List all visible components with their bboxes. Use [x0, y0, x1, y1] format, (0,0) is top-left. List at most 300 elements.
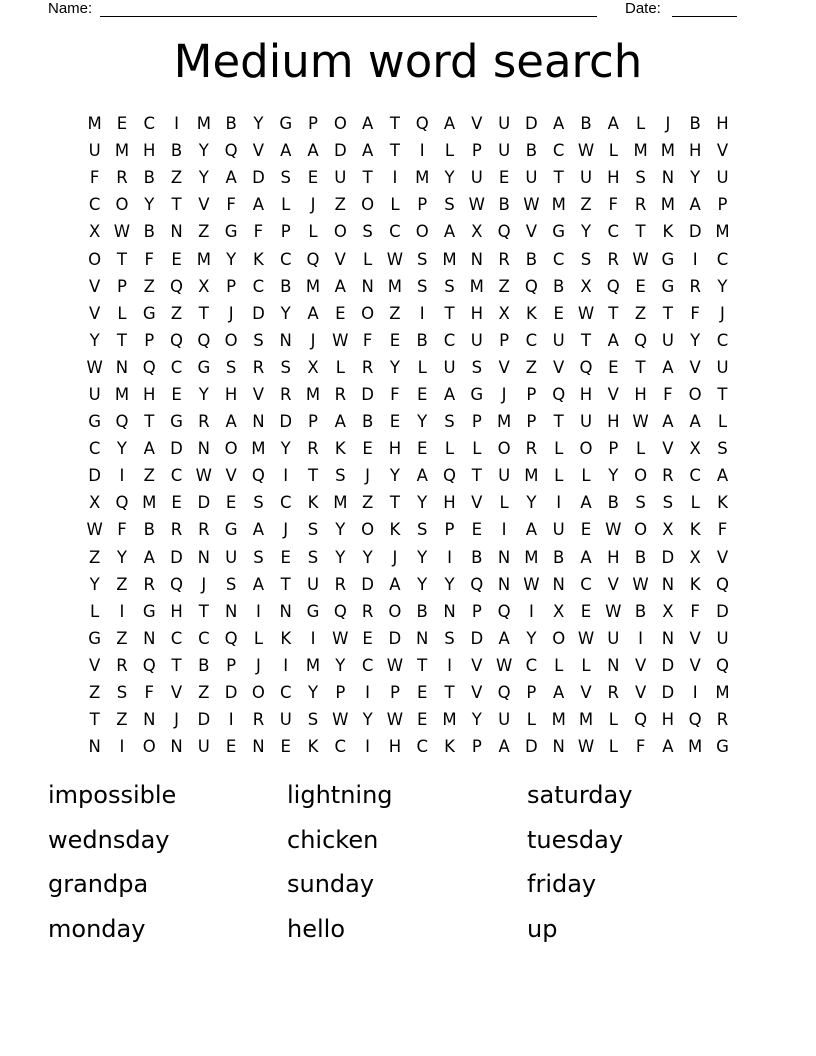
grid-row — [81, 164, 737, 191]
grid-letter: N — [252, 737, 265, 757]
grid-row — [81, 245, 737, 272]
grid-letter: D — [361, 574, 374, 594]
grid-letter: Q — [524, 276, 538, 296]
grid-letter: T — [717, 384, 728, 404]
grid-letter: N — [143, 628, 156, 648]
word-item: wednsday — [48, 825, 170, 854]
grid-letter: N — [607, 655, 620, 675]
grid-letter: Q — [606, 276, 620, 296]
grid-letter: C — [143, 114, 155, 134]
grid-letter: B — [170, 141, 183, 161]
grid-letter: O — [579, 439, 593, 459]
grid-letter: Y — [144, 195, 155, 215]
grid-letter: K — [253, 249, 264, 269]
grid-letter: N — [552, 737, 565, 757]
grid-letter: D — [661, 655, 675, 675]
grid-letter: H — [661, 710, 675, 730]
grid-letter: L — [526, 710, 536, 730]
grid-letter: Q — [142, 357, 156, 377]
word-item: tuesday — [527, 825, 624, 854]
grid-letter: K — [717, 493, 728, 513]
grid-letter: D — [88, 466, 101, 486]
grid-letter: M — [415, 168, 430, 188]
date-label: Date: — [625, 0, 661, 17]
grid-letter: Q — [197, 330, 211, 350]
grid-letter: P — [471, 601, 482, 621]
grid-letter: A — [498, 628, 510, 648]
grid-letter: I — [692, 683, 698, 703]
grid-letter: Z — [634, 303, 647, 323]
grid-letter: V — [471, 493, 483, 513]
grid-letter: O — [115, 195, 129, 215]
grid-letter: W — [332, 710, 349, 730]
grid-letter: Y — [335, 655, 346, 675]
grid-letter: B — [143, 222, 155, 242]
grid-letter: B — [198, 655, 210, 675]
grid-letter: R — [334, 574, 347, 594]
grid-letter: I — [283, 466, 289, 486]
grid-letter: Z — [116, 710, 128, 730]
grid-letter: Q — [552, 384, 566, 404]
grid-letter: J — [501, 384, 507, 404]
grid-letter: Z — [361, 493, 374, 513]
word-list — [48, 773, 768, 951]
grid-letter: S — [307, 520, 319, 540]
grid-letter: V — [689, 357, 701, 377]
grid-letter: G — [224, 222, 238, 242]
grid-letter: P — [526, 384, 537, 404]
grid-letter: Z — [498, 276, 510, 296]
grid-letter: B — [634, 601, 647, 621]
grid-letter: Y — [253, 114, 264, 134]
grid-letter: W — [468, 195, 485, 215]
grid-letter: V — [607, 384, 619, 404]
grid-letter: Z — [143, 466, 155, 486]
grid-letter: T — [89, 710, 100, 730]
grid-letter: Y — [89, 574, 100, 594]
grid-letter: M — [524, 466, 539, 486]
grid-letter: Q — [170, 330, 184, 350]
grid-letter: T — [553, 168, 564, 188]
grid-letter: Y — [116, 547, 127, 567]
grid-letter: O — [634, 520, 648, 540]
grid-letter: T — [444, 303, 455, 323]
grid-letter: D — [525, 114, 538, 134]
grid-letter: E — [362, 628, 373, 648]
grid-letter: L — [472, 439, 482, 459]
word-item: saturday — [527, 781, 633, 810]
grid-letter: A — [553, 114, 565, 134]
grid-letter: V — [89, 303, 101, 323]
grid-letter: U — [197, 737, 210, 757]
grid-letter: A — [662, 737, 674, 757]
grid-letter: L — [608, 710, 618, 730]
grid-letter: V — [170, 683, 183, 703]
grid-letter: E — [416, 683, 428, 703]
grid-letter: Z — [170, 168, 183, 188]
grid-letter: Z — [389, 303, 401, 323]
grid-letter: F — [144, 249, 154, 269]
grid-letter: S — [253, 547, 264, 567]
grid-letter: R — [252, 710, 265, 730]
grid-letter: K — [689, 574, 701, 594]
grid-letter: M — [114, 141, 130, 161]
grid-letter: Y — [89, 330, 100, 350]
grid-row — [81, 489, 737, 516]
grid-letter: H — [607, 547, 620, 567]
grid-letter: V — [89, 276, 101, 296]
grid-letter: W — [332, 628, 349, 648]
grid-row — [81, 598, 737, 625]
grid-letter: C — [689, 466, 701, 486]
grid-letter: Q — [497, 601, 511, 621]
grid-letter: T — [171, 195, 182, 215]
grid-letter: G — [306, 601, 320, 621]
grid-letter: H — [224, 384, 238, 404]
grid-letter: H — [143, 384, 156, 404]
grid-letter: S — [116, 683, 128, 703]
grid-letter: T — [553, 412, 564, 432]
grid-letter: Z — [116, 628, 128, 648]
grid-letter: W — [523, 574, 540, 594]
grid-letter: A — [525, 520, 538, 540]
grid-letter: W — [386, 710, 404, 730]
grid-letter: H — [579, 384, 593, 404]
grid-letter: G — [552, 222, 566, 242]
word-item: lightning — [287, 781, 393, 810]
grid-letter: W — [86, 357, 103, 377]
grid-letter: M — [305, 384, 321, 404]
grid-letter: T — [389, 141, 400, 161]
grid-row — [81, 679, 737, 706]
grid-letter: V — [198, 195, 210, 215]
grid-letter: Q — [170, 574, 184, 594]
grid-letter: V — [498, 357, 510, 377]
grid-letter: M — [333, 493, 348, 513]
grid-letter: A — [334, 412, 346, 432]
grid-letter: Z — [143, 276, 155, 296]
grid-letter: Q — [715, 655, 729, 675]
name-fill-line — [100, 0, 597, 17]
grid-letter: M — [688, 737, 703, 757]
grid-letter: N — [416, 628, 429, 648]
grid-letter: R — [525, 439, 538, 459]
grid-letter: U — [470, 168, 483, 188]
grid-letter: W — [577, 303, 595, 323]
grid-letter: M — [196, 249, 211, 269]
grid-letter: Z — [116, 574, 128, 594]
grid-letter: P — [526, 412, 537, 432]
grid-letter: R — [307, 439, 319, 459]
grid-letter: L — [90, 601, 100, 621]
grid-letter: Y — [526, 628, 537, 648]
grid-letter: B — [553, 276, 565, 296]
grid-letter: L — [554, 439, 564, 459]
grid-letter: V — [553, 357, 565, 377]
grid-letter: M — [551, 195, 566, 215]
grid-letter: D — [661, 683, 675, 703]
grid-letter: S — [444, 195, 455, 215]
grid-letter: Y — [608, 466, 619, 486]
grid-letter: N — [143, 710, 156, 730]
grid-letter: E — [225, 493, 237, 513]
grid-letter: Y — [198, 168, 209, 188]
grid-letter: Z — [198, 222, 210, 242]
grid-row — [81, 327, 737, 354]
grid-letter: Q — [224, 628, 238, 648]
grid-letter: L — [717, 412, 728, 432]
grid-letter: A — [689, 195, 701, 215]
grid-letter: T — [389, 114, 400, 134]
grid-letter: S — [717, 439, 728, 459]
grid-letter: Y — [116, 439, 127, 459]
grid-letter: L — [690, 493, 700, 513]
grid-row — [81, 408, 737, 435]
word-item: monday — [48, 914, 146, 943]
grid-letter: Y — [417, 547, 428, 567]
grid-letter: R — [607, 249, 620, 269]
grid-letter: A — [307, 303, 319, 323]
grid-letter: N — [497, 574, 511, 594]
grid-letter: R — [252, 357, 265, 377]
grid-letter: R — [716, 710, 729, 730]
grid-letter: T — [662, 303, 673, 323]
grid-letter: M — [387, 276, 403, 296]
grid-letter: M — [660, 141, 675, 161]
grid-letter: I — [365, 683, 371, 703]
grid-letter: G — [224, 520, 238, 540]
grid-letter: X — [498, 303, 510, 323]
grid-letter: M — [524, 547, 539, 567]
grid-letter: C — [607, 222, 620, 242]
grid-letter: N — [470, 249, 483, 269]
grid-letter: W — [632, 249, 649, 269]
grid-letter: R — [634, 195, 647, 215]
grid-letter: E — [116, 114, 128, 134]
grid-letter: Q — [224, 141, 238, 161]
grid-row — [81, 137, 737, 164]
grid-letter: V — [471, 683, 483, 703]
grid-letter: S — [471, 357, 483, 377]
grid-letter: M — [551, 710, 566, 730]
grid-letter: S — [635, 493, 646, 513]
grid-letter: T — [635, 357, 646, 377]
grid-letter: W — [632, 412, 649, 432]
grid-letter: Z — [198, 683, 210, 703]
grid-letter: Z — [334, 195, 346, 215]
grid-row — [81, 706, 737, 733]
grid-letter: O — [142, 737, 156, 757]
grid-letter: U — [443, 357, 456, 377]
grid-letter: V — [580, 683, 592, 703]
grid-letter: C — [252, 276, 265, 296]
grid-letter: E — [498, 168, 510, 188]
grid-letter: Y — [362, 710, 373, 730]
grid-letter: Q — [115, 493, 129, 513]
grid-letter: I — [228, 710, 234, 730]
grid-letter: U — [279, 710, 292, 730]
grid-letter: K — [307, 737, 319, 757]
grid-letter: K — [307, 493, 319, 513]
grid-letter: N — [552, 574, 565, 594]
grid-letter: L — [117, 303, 127, 323]
grid-letter: L — [417, 357, 427, 377]
grid-letter: P — [280, 222, 291, 242]
grid-letter: C — [88, 439, 101, 459]
grid-letter: A — [307, 141, 319, 161]
grid-letter: S — [444, 276, 455, 296]
grid-letter: L — [281, 195, 291, 215]
grid-letter: N — [197, 547, 210, 567]
grid-letter: O — [361, 303, 375, 323]
grid-letter: P — [144, 330, 155, 350]
grid-letter: A — [280, 141, 292, 161]
grid-letter: K — [389, 520, 401, 540]
grid-letter: Q — [497, 222, 511, 242]
word-item: friday — [527, 870, 597, 899]
grid-letter: U — [552, 330, 565, 350]
grid-letter: Y — [389, 357, 400, 377]
grid-letter: H — [170, 601, 183, 621]
grid-letter: P — [308, 412, 318, 432]
grid-letter: V — [225, 466, 237, 486]
grid-letter: W — [332, 330, 349, 350]
grid-letter: W — [632, 574, 649, 594]
grid-letter: M — [87, 114, 102, 134]
grid-letter: O — [634, 466, 648, 486]
grid-letter: J — [228, 303, 234, 323]
grid-letter: P — [608, 439, 619, 459]
grid-letter: L — [390, 195, 400, 215]
grid-letter: X — [662, 520, 674, 540]
grid-letter: F — [690, 601, 700, 621]
grid-letter: I — [119, 601, 125, 621]
grid-letter: D — [224, 683, 238, 703]
grid-letter: O — [224, 330, 238, 350]
grid-letter: J — [310, 330, 316, 350]
grid-letter: V — [334, 249, 346, 269]
grid-letter: C — [88, 195, 101, 215]
grid-letter: Y — [417, 574, 428, 594]
grid-letter: A — [553, 683, 565, 703]
grid-letter: G — [142, 303, 156, 323]
grid-letter: I — [255, 601, 261, 621]
grid-letter: C — [170, 628, 183, 648]
grid-letter: R — [662, 466, 674, 486]
grid-letter: M — [442, 710, 457, 730]
grid-letter: D — [252, 303, 265, 323]
grid-letter: Z — [170, 303, 183, 323]
grid-letter: R — [279, 384, 292, 404]
grid-letter: H — [388, 737, 402, 757]
grid-letter: L — [253, 628, 264, 648]
grid-letter: V — [689, 655, 701, 675]
grid-letter: H — [716, 114, 729, 134]
grid-letter: L — [581, 466, 591, 486]
grid-letter: A — [498, 737, 510, 757]
grid-letter: W — [577, 628, 595, 648]
grid-letter: C — [198, 628, 210, 648]
grid-letter: T — [444, 683, 455, 703]
grid-letter: G — [88, 628, 102, 648]
word-item: sunday — [287, 870, 375, 899]
grid-letter: U — [579, 168, 593, 188]
grid-letter: E — [580, 520, 592, 540]
grid-letter: T — [198, 303, 209, 323]
grid-letter: I — [447, 655, 452, 675]
grid-letter: W — [86, 520, 103, 540]
grid-letter: F — [390, 384, 400, 404]
grid-letter: Z — [580, 195, 592, 215]
grid-letter: J — [665, 114, 671, 134]
grid-letter: N — [661, 628, 675, 648]
grid-letter: E — [225, 737, 237, 757]
grid-letter: I — [638, 628, 644, 648]
grid-letter: Q — [306, 249, 320, 269]
grid-letter: B — [634, 547, 647, 567]
grid-letter: Y — [362, 547, 373, 567]
grid-letter: A — [416, 466, 428, 486]
grid-letter: C — [443, 330, 456, 350]
grid-letter: F — [635, 737, 646, 757]
grid-row — [81, 300, 737, 327]
grid-letter: O — [361, 520, 375, 540]
grid-letter: R — [334, 384, 347, 404]
grid-letter: N — [88, 737, 101, 757]
grid-letter: Y — [280, 303, 291, 323]
grid-letter: J — [310, 195, 316, 215]
grid-letter: C — [170, 357, 183, 377]
grid-letter: E — [171, 384, 182, 404]
grid-letter: P — [526, 683, 537, 703]
grid-letter: E — [171, 493, 182, 513]
grid-letter: O — [333, 222, 347, 242]
grid-letter: I — [419, 303, 425, 323]
grid-letter: L — [554, 466, 564, 486]
grid-letter: I — [119, 466, 125, 486]
grid-letter: D — [252, 168, 265, 188]
grid-letter: E — [362, 439, 373, 459]
grid-letter: J — [201, 574, 207, 594]
word-item: chicken — [287, 825, 379, 854]
grid-letter: O — [552, 628, 566, 648]
grid-letter: L — [608, 737, 618, 757]
grid-letter: D — [197, 493, 211, 513]
grid-letter: L — [635, 439, 646, 459]
grid-row — [81, 733, 737, 760]
grid-letter: N — [361, 276, 374, 296]
grid-letter: B — [525, 249, 538, 269]
grid-letter: K — [525, 303, 537, 323]
grid-letter: D — [361, 384, 374, 404]
grid-letter: H — [470, 303, 484, 323]
grid-letter: A — [225, 168, 237, 188]
grid-row — [81, 354, 737, 381]
grid-letter: O — [333, 114, 347, 134]
grid-letter: F — [690, 303, 700, 323]
grid-letter: D — [661, 547, 675, 567]
grid-letter: T — [280, 574, 291, 594]
grid-letter: Q — [170, 276, 184, 296]
grid-letter: Y — [335, 547, 346, 567]
grid-letter: E — [608, 357, 619, 377]
grid-letter: V — [634, 655, 647, 675]
grid-letter: S — [416, 276, 428, 296]
grid-letter: Q — [142, 655, 156, 675]
grid-letter: E — [335, 303, 346, 323]
grid-letter: B — [553, 547, 565, 567]
word-search-grid — [81, 110, 737, 761]
